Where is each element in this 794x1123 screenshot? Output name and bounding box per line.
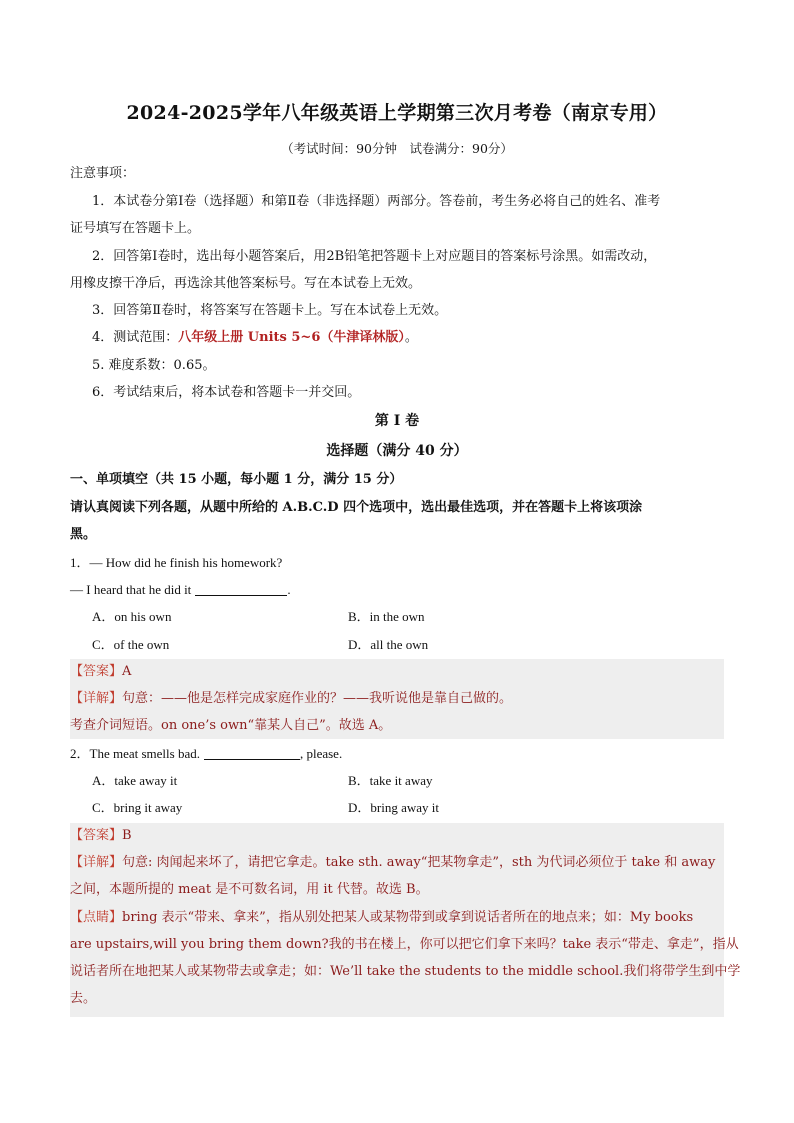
q2-option-d: D．bring away it [348, 800, 439, 815]
q2-option-b: B．take it away [348, 773, 433, 788]
note-6: 6．考试结束后，将本试卷和答题卡一并交回。 [92, 385, 361, 400]
q1-detail-text-1: 句意：——他是怎样完成家庭作业的？——我听说他是靠自己做的。 [122, 691, 513, 706]
q1-option-d: D．all the own [348, 637, 429, 652]
q2-tip-1 [70, 908, 693, 928]
q1-answer [70, 662, 131, 682]
q1-stem-2 [70, 580, 291, 600]
q2-tip-4: 去。 [70, 991, 97, 1006]
q1-detail-2: 考查介词短语。on one’s own“靠某人自己”。故选 A。 [70, 718, 392, 733]
part-title: 第 I 卷 [374, 413, 420, 429]
q2-tip-2: are upstairs,will you bring them down?我的书在楼上，你可以把它们拿下来吗？take 表示“带走、拿走”，指从 [70, 937, 739, 952]
q2-answer-label: 【答案】 [70, 828, 123, 843]
q1-detail-label: 【详解】 [70, 691, 123, 706]
q2-tip-text-1: bring 表示“带来、拿来”，指从别处把某人或某物带到或拿到说话者所在的地点来；如：My books [122, 910, 694, 925]
note-2-line-2: 用橡皮擦干净后，再选涂其他答案标号。写在本试卷上无效。 [70, 276, 422, 291]
section-title: 选择题（满分 40 分） [326, 443, 468, 459]
note-5: 5. 难度系数：0.65。 [92, 358, 216, 373]
instruction-line-1: 请认真阅读下列各题，从题中所给的 A.B.C.D 四个选项中，选出最佳选项，并在答题卡上将该项涂 [70, 500, 643, 515]
q2-detail-1 [70, 853, 715, 873]
instruction-line-2: 黑。 [70, 527, 97, 542]
q1-stem-1: 1．— How did he finish his homework? [70, 555, 283, 570]
q1-stem-2-end: . [287, 582, 291, 597]
note-1-line-2: 证号填写在答题卡上。 [70, 221, 201, 236]
note-4-range: 八年级上册 Units 5~6（牛津译林版） [178, 330, 405, 345]
q2-tip-3: 说话者所在地把某人或某物带去或拿走；如：We’ll take the students to the middle school.我们将带学生到中学 [70, 964, 741, 979]
q1-stem-2-text: — I heard that he did it [70, 582, 192, 597]
q2-tip-label: 【点睛】 [70, 910, 123, 925]
q2-option-c: C．bring it away [92, 800, 183, 815]
q2-blank [204, 745, 300, 760]
q2-stem-text: 2．The meat smells bad. [70, 746, 200, 761]
exam-title: 2024-2025学年八年级英语上学期第三次月考卷（南京专用） [126, 102, 668, 124]
exam-subtitle: （考试时间：90分钟 试卷满分：90分） [281, 141, 513, 156]
q1-option-a: A．on his own [92, 609, 172, 624]
note-1-line-1: 1．本试卷分第Ⅰ卷（选择题）和第Ⅱ卷（非选择题）两部分。答卷前，考生务必将自己的姓名、准考 [92, 194, 661, 209]
q1-option-b: B．in the own [348, 609, 425, 624]
note-2-line-1: 2．回答第Ⅰ卷时，选出每小题答案后，用2B铅笔把答题卡上对应题目的答案标号涂黑。如需改动， [92, 249, 657, 264]
q1-answer-value: A [122, 664, 132, 679]
notes-heading: 注意事项： [70, 166, 136, 181]
q2-detail-label: 【详解】 [70, 855, 123, 870]
q2-detail-text-1: 句意: 肉闻起来坏了，请把它拿走。take sth. away“把某物拿走”，sth 为代词必须位于 take 和 away [122, 855, 716, 870]
note-4-prefix: 4．测试范围： [92, 330, 179, 345]
q1-detail-1 [70, 689, 512, 709]
q2-detail-2: 之间，本题所提的 meat 是不可数名词，用 it 代替。故选 B。 [70, 882, 429, 897]
note-4-suffix: 。 [404, 330, 418, 345]
q1-answer-label: 【答案】 [70, 664, 123, 679]
q2-answer-value: B [122, 828, 132, 843]
q2-stem-end: , please. [299, 746, 343, 761]
section-heading: 一、单项填空（共 15 小题，每小题 1 分，满分 15 分） [70, 472, 403, 487]
q1-blank [195, 581, 287, 596]
q1-option-c: C．of the own [92, 637, 170, 652]
q2-option-a: A．take away it [92, 773, 178, 788]
note-4 [92, 328, 418, 348]
note-3: 3．回答第Ⅱ卷时，将答案写在答题卡上。写在本试卷上无效。 [92, 303, 448, 318]
q2-stem [70, 744, 342, 764]
q2-answer [70, 826, 132, 846]
